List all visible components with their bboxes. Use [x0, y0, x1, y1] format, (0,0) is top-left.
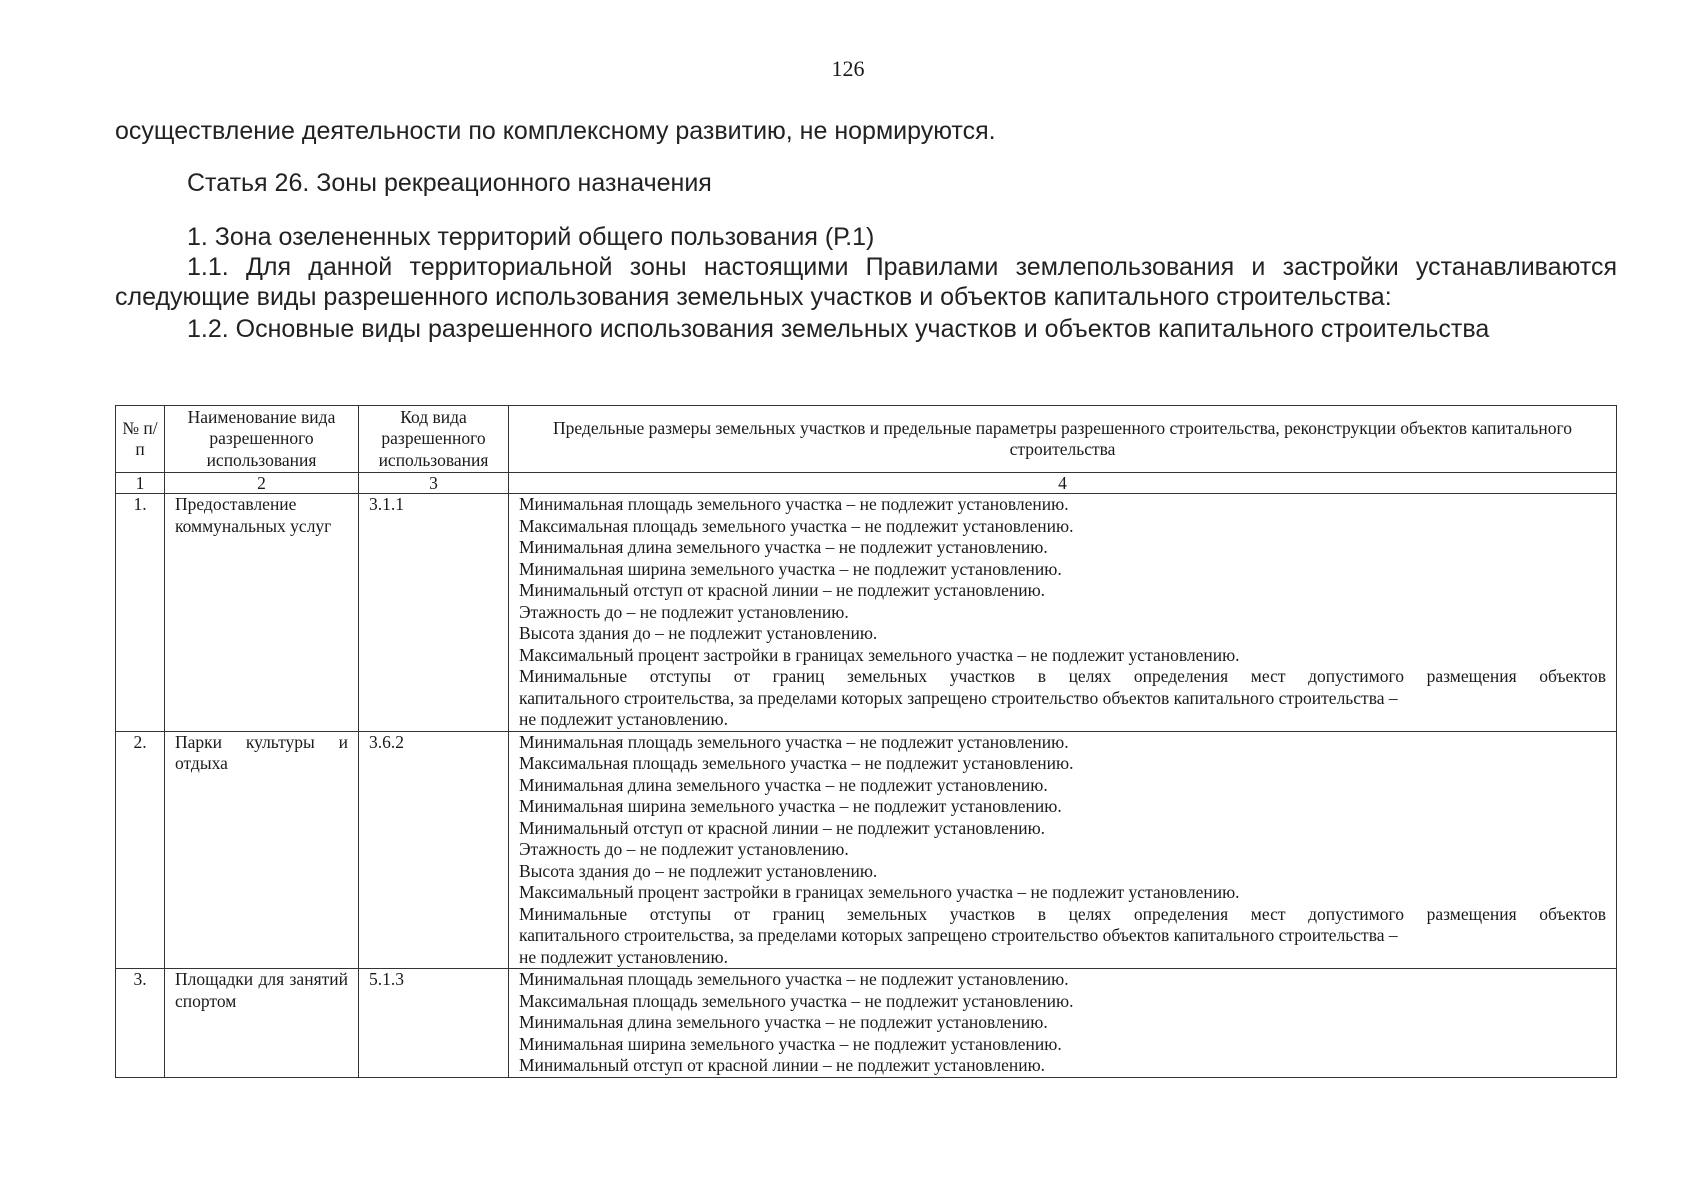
paragraph-1-2: 1.2. Основные виды разрешенного использования земельных участков и объектов капитального строительства: [187, 315, 1490, 343]
parameter-line: Высота здания до – не подлежит установлению.: [519, 860, 878, 881]
parameter-line: Минимальная длина земельного участка – не подлежит установлению.: [519, 537, 1048, 557]
parameter-line: капитального строительства, за пределами которых запрещено строительство объектов капитального строительства –: [519, 687, 1398, 708]
parameter-line: Этажность до – не подлежит установлению.: [519, 601, 849, 622]
parameter-line: Минимальная площадь земельного участка – не подлежит установлению.: [519, 494, 1069, 514]
parameter-line: Минимальная площадь земельного участка – не подлежит установлению.: [519, 731, 1069, 752]
parameter-line: Максимальная площадь земельного участка – не подлежит установлению.: [519, 753, 1074, 773]
column-number: 2: [165, 473, 359, 494]
header-params: Предельные размеры земельных участков и предельные параметры разрешенного строительства, реконструкции объектов капитального строительства: [509, 406, 1617, 473]
use-name: Предоставление коммунальных услуг: [165, 494, 359, 732]
table-row: [116, 731, 1617, 969]
parameter-line: не подлежит установлению.: [519, 946, 728, 967]
parameter-line: Максимальная площадь земельного участка – не подлежит установлению.: [519, 990, 1074, 1011]
header-code: Код вида разрешенного использования: [359, 406, 509, 473]
column-number: 3: [359, 473, 509, 494]
intro-text: осуществление деятельности по комплексному развитию, не нормируются.: [115, 117, 996, 145]
parameter-line: Этажность до – не подлежит установлению.: [519, 839, 849, 859]
parameter-line: капитального строительства, за пределами которых запрещено строительство объектов капитального строительства –: [519, 925, 1398, 945]
column-number: 1: [116, 473, 165, 494]
parameter-line: Минимальный отступ от красной линии – не подлежит установлению.: [519, 817, 1046, 838]
zone-title: 1. Зона озелененных территорий общего пользования (Р.1): [187, 223, 875, 251]
row-number: 1.: [116, 494, 165, 732]
use-parameters: [509, 969, 1617, 1078]
use-code: 5.1.3: [359, 969, 509, 1078]
use-name: Парки культуры и отдыха: [165, 731, 359, 969]
table-header-row: [116, 406, 1617, 473]
use-parameters: [509, 494, 1617, 732]
column-number-row: [116, 473, 1617, 494]
parameter-line: Максимальная площадь земельного участка – не подлежит установлению.: [519, 515, 1074, 536]
parameter-line: Минимальные отступы от границ земельных участков в целях определения мест допустимого размещения объектов: [519, 903, 1606, 924]
parameter-line: Максимальный процент застройки в границах земельного участка – не подлежит установлению.: [519, 644, 1240, 665]
paragraph-1-1: 1.1. Для данной территориальной зоны настоящими Правилами землепользования и застройки устанавливаются следующие виды разрешенного использования земельных участков и объектов капитального строительства:: [115, 253, 1617, 311]
parameter-line: Минимальная ширина земельного участка – не подлежит установлению.: [519, 1033, 1062, 1054]
row-number: 3.: [116, 969, 165, 1078]
parameter-line: Минимальная площадь земельного участка – не подлежит установлению.: [519, 969, 1069, 989]
parameter-line: Минимальная ширина земельного участка – не подлежит установлению.: [519, 558, 1062, 579]
header-num: № п/п: [116, 406, 165, 473]
table-row: [116, 494, 1617, 732]
header-name: Наименование вида разрешенного использования: [165, 406, 359, 473]
column-number: 4: [509, 473, 1617, 494]
row-number: 2.: [116, 731, 165, 969]
article-title: Статья 26. Зоны рекреационного назначения: [187, 169, 712, 197]
use-code: 3.6.2: [359, 731, 509, 969]
parameter-line: Минимальный отступ от красной линии – не подлежит установлению.: [519, 1055, 1046, 1075]
table-row: [116, 969, 1617, 1078]
parameter-line: Минимальная ширина земельного участка – не подлежит установлению.: [519, 796, 1062, 816]
parameter-line: Минимальный отступ от красной линии – не подлежит установлению.: [519, 580, 1046, 600]
parameter-line: Минимальная длина земельного участка – не подлежит установлению.: [519, 774, 1048, 795]
land-use-table: [115, 405, 1617, 1078]
use-parameters: [509, 731, 1617, 969]
parameter-line: Максимальный процент застройки в границах земельного участка – не подлежит установлению.: [519, 882, 1240, 902]
parameter-line: Минимальные отступы от границ земельных участков в целях определения мест допустимого размещения объектов: [519, 666, 1606, 686]
parameter-line: Минимальная длина земельного участка – не подлежит установлению.: [519, 1012, 1048, 1032]
use-name: Площадки для занятий спортом: [165, 969, 359, 1078]
parameter-line: не подлежит установлению.: [519, 709, 728, 729]
page-number: 126: [831, 56, 865, 81]
parameter-line: Высота здания до – не подлежит установлению.: [519, 623, 878, 643]
use-code: 3.1.1: [359, 494, 509, 732]
